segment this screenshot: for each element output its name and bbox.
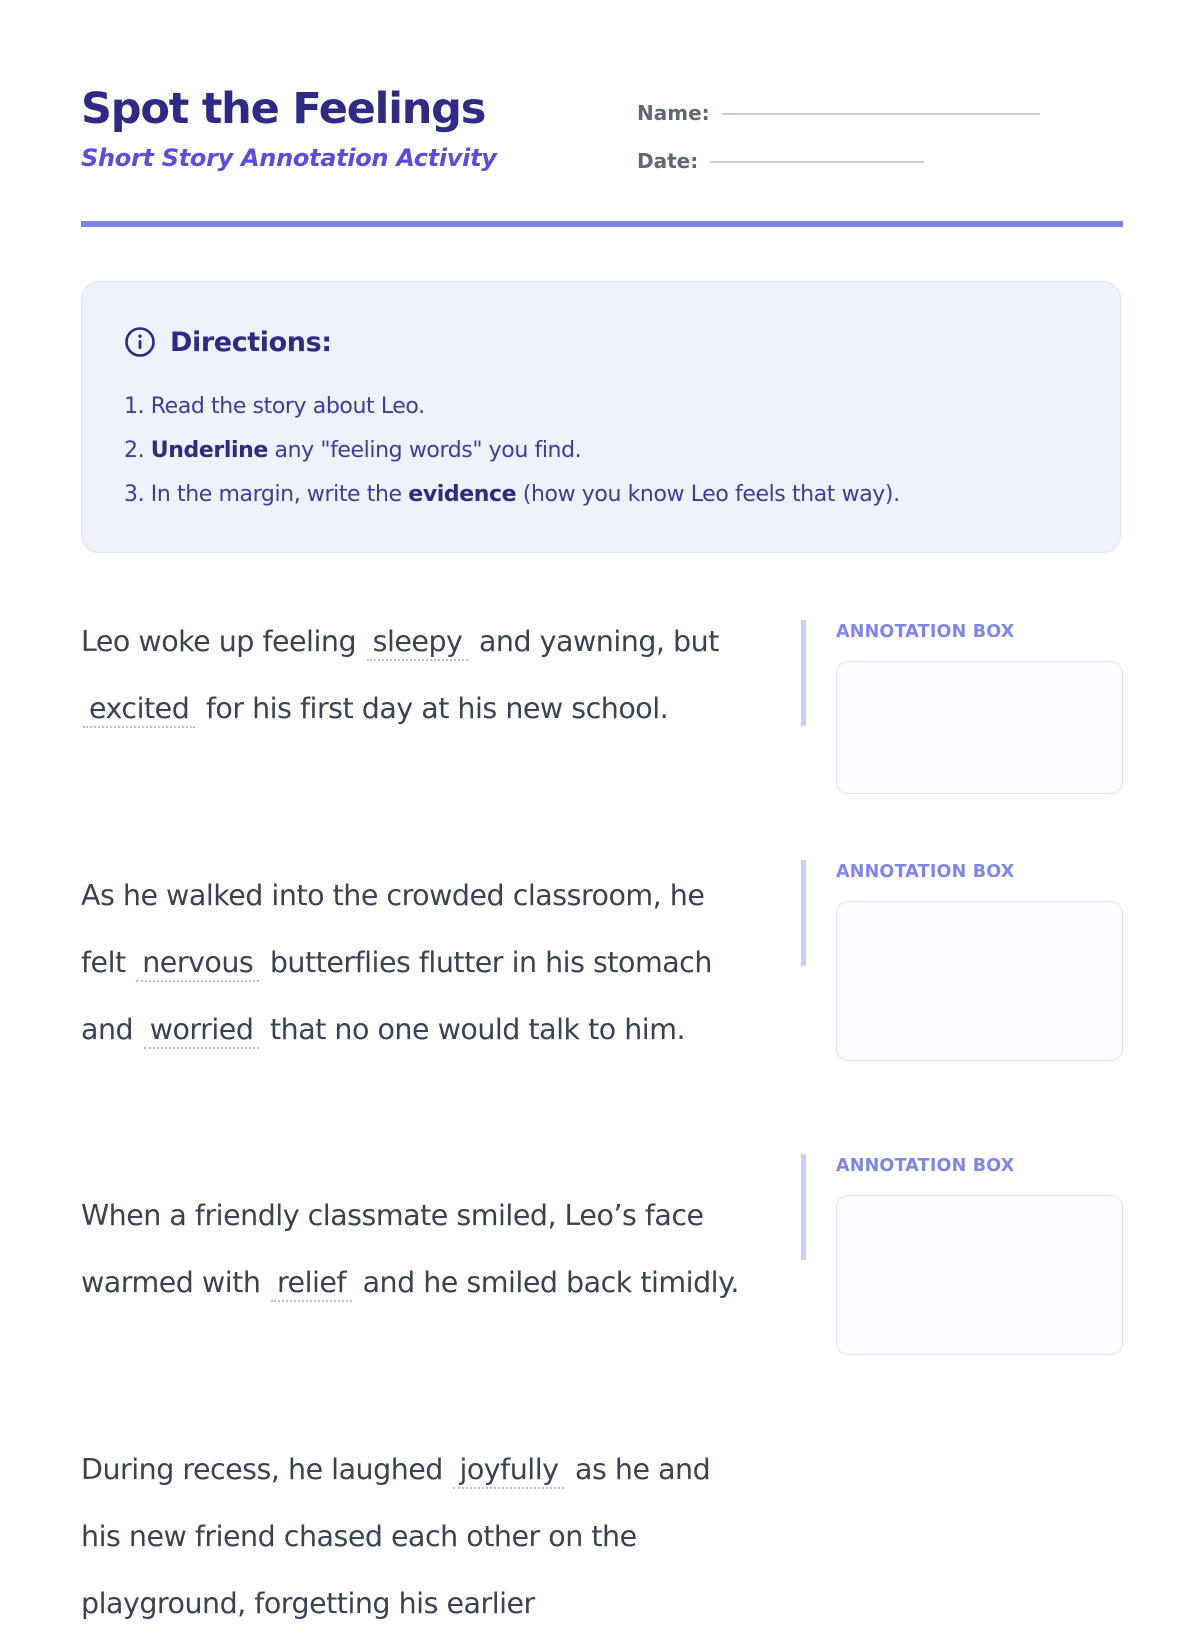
story-text: During recess, he laughed [81,1453,443,1486]
feeling-word-sleepy[interactable]: sleepy [367,625,469,661]
annotation-input-3[interactable] [836,1195,1123,1355]
feeling-word-worried[interactable]: worried [144,1013,260,1049]
story-text: butterflies flutter in his stomach and [81,946,712,1046]
story-text: as he and his new friend chased each other on the playground, forgetting his earlier [81,1453,711,1620]
direction-step-3 [124,473,900,517]
directions-box [81,281,1121,553]
direction-step-2-prefix: 2. [124,438,151,463]
feeling-word-excited[interactable]: excited [83,692,195,728]
direction-step-2-text: any "feeling words" you find. [267,438,582,463]
date-label: Date: [637,149,699,173]
directions-heading [124,326,332,358]
story-text: As he walked into the crowded classroom, he felt [81,879,705,979]
story-paragraph-2-text [81,862,741,1063]
story-paragraph-3-text [81,1182,741,1316]
annotation-bar [801,1154,806,1260]
feeling-word-relief[interactable]: relief [271,1266,352,1302]
date-line[interactable] [710,161,924,163]
story-text: and he smiled back timidly. [362,1266,739,1299]
feeling-word-joyfully[interactable]: joyfully [453,1453,564,1489]
info-icon [124,326,156,358]
annotation-input-1[interactable] [836,661,1123,794]
direction-step-1 [124,385,900,429]
story-paragraph-3 [81,1182,741,1316]
story-paragraph-4 [81,1436,741,1637]
direction-step-2 [124,429,900,473]
annotation-bar [801,620,806,726]
story-text: that no one would talk to him. [269,1013,686,1046]
feeling-word-nervous[interactable]: nervous [136,946,259,982]
direction-step-3-text: (how you know Leo feels that way). [516,482,900,507]
story-text: and yawning, but [478,625,719,658]
annotation-label: ANNOTATION BOX [836,622,1015,642]
story-paragraph-4-text [81,1436,741,1637]
direction-step-1-text: 1. Read the story about Leo. [124,394,425,419]
annotation-label: ANNOTATION BOX [836,1156,1015,1176]
name-field [637,101,1040,125]
annotation-label: ANNOTATION BOX [836,862,1015,882]
date-field [637,149,924,173]
direction-step-3-emphasis: evidence [408,482,517,507]
page-title: Spot the Feelings [81,84,486,134]
annotation-input-2[interactable] [836,901,1123,1061]
story-text: When a friendly classmate smiled, Leo’s face warmed with [81,1199,704,1299]
header-divider [81,221,1123,227]
directions-list [124,385,900,517]
name-line[interactable] [722,113,1040,115]
story-paragraph-1-text [81,608,741,742]
story-paragraph-1 [81,608,741,742]
story-text: Leo woke up feeling [81,625,357,658]
directions-title: Directions: [170,326,332,358]
direction-step-2-emphasis: Underline [150,438,268,463]
name-label: Name: [637,101,710,125]
story-text: for his first day at his new school. [205,692,669,725]
story-paragraph-2 [81,862,741,1063]
page-subtitle: Short Story Annotation Activity [81,144,497,172]
annotation-bar [801,860,806,966]
direction-step-3-prefix: 3. In the margin, write the [124,482,409,507]
